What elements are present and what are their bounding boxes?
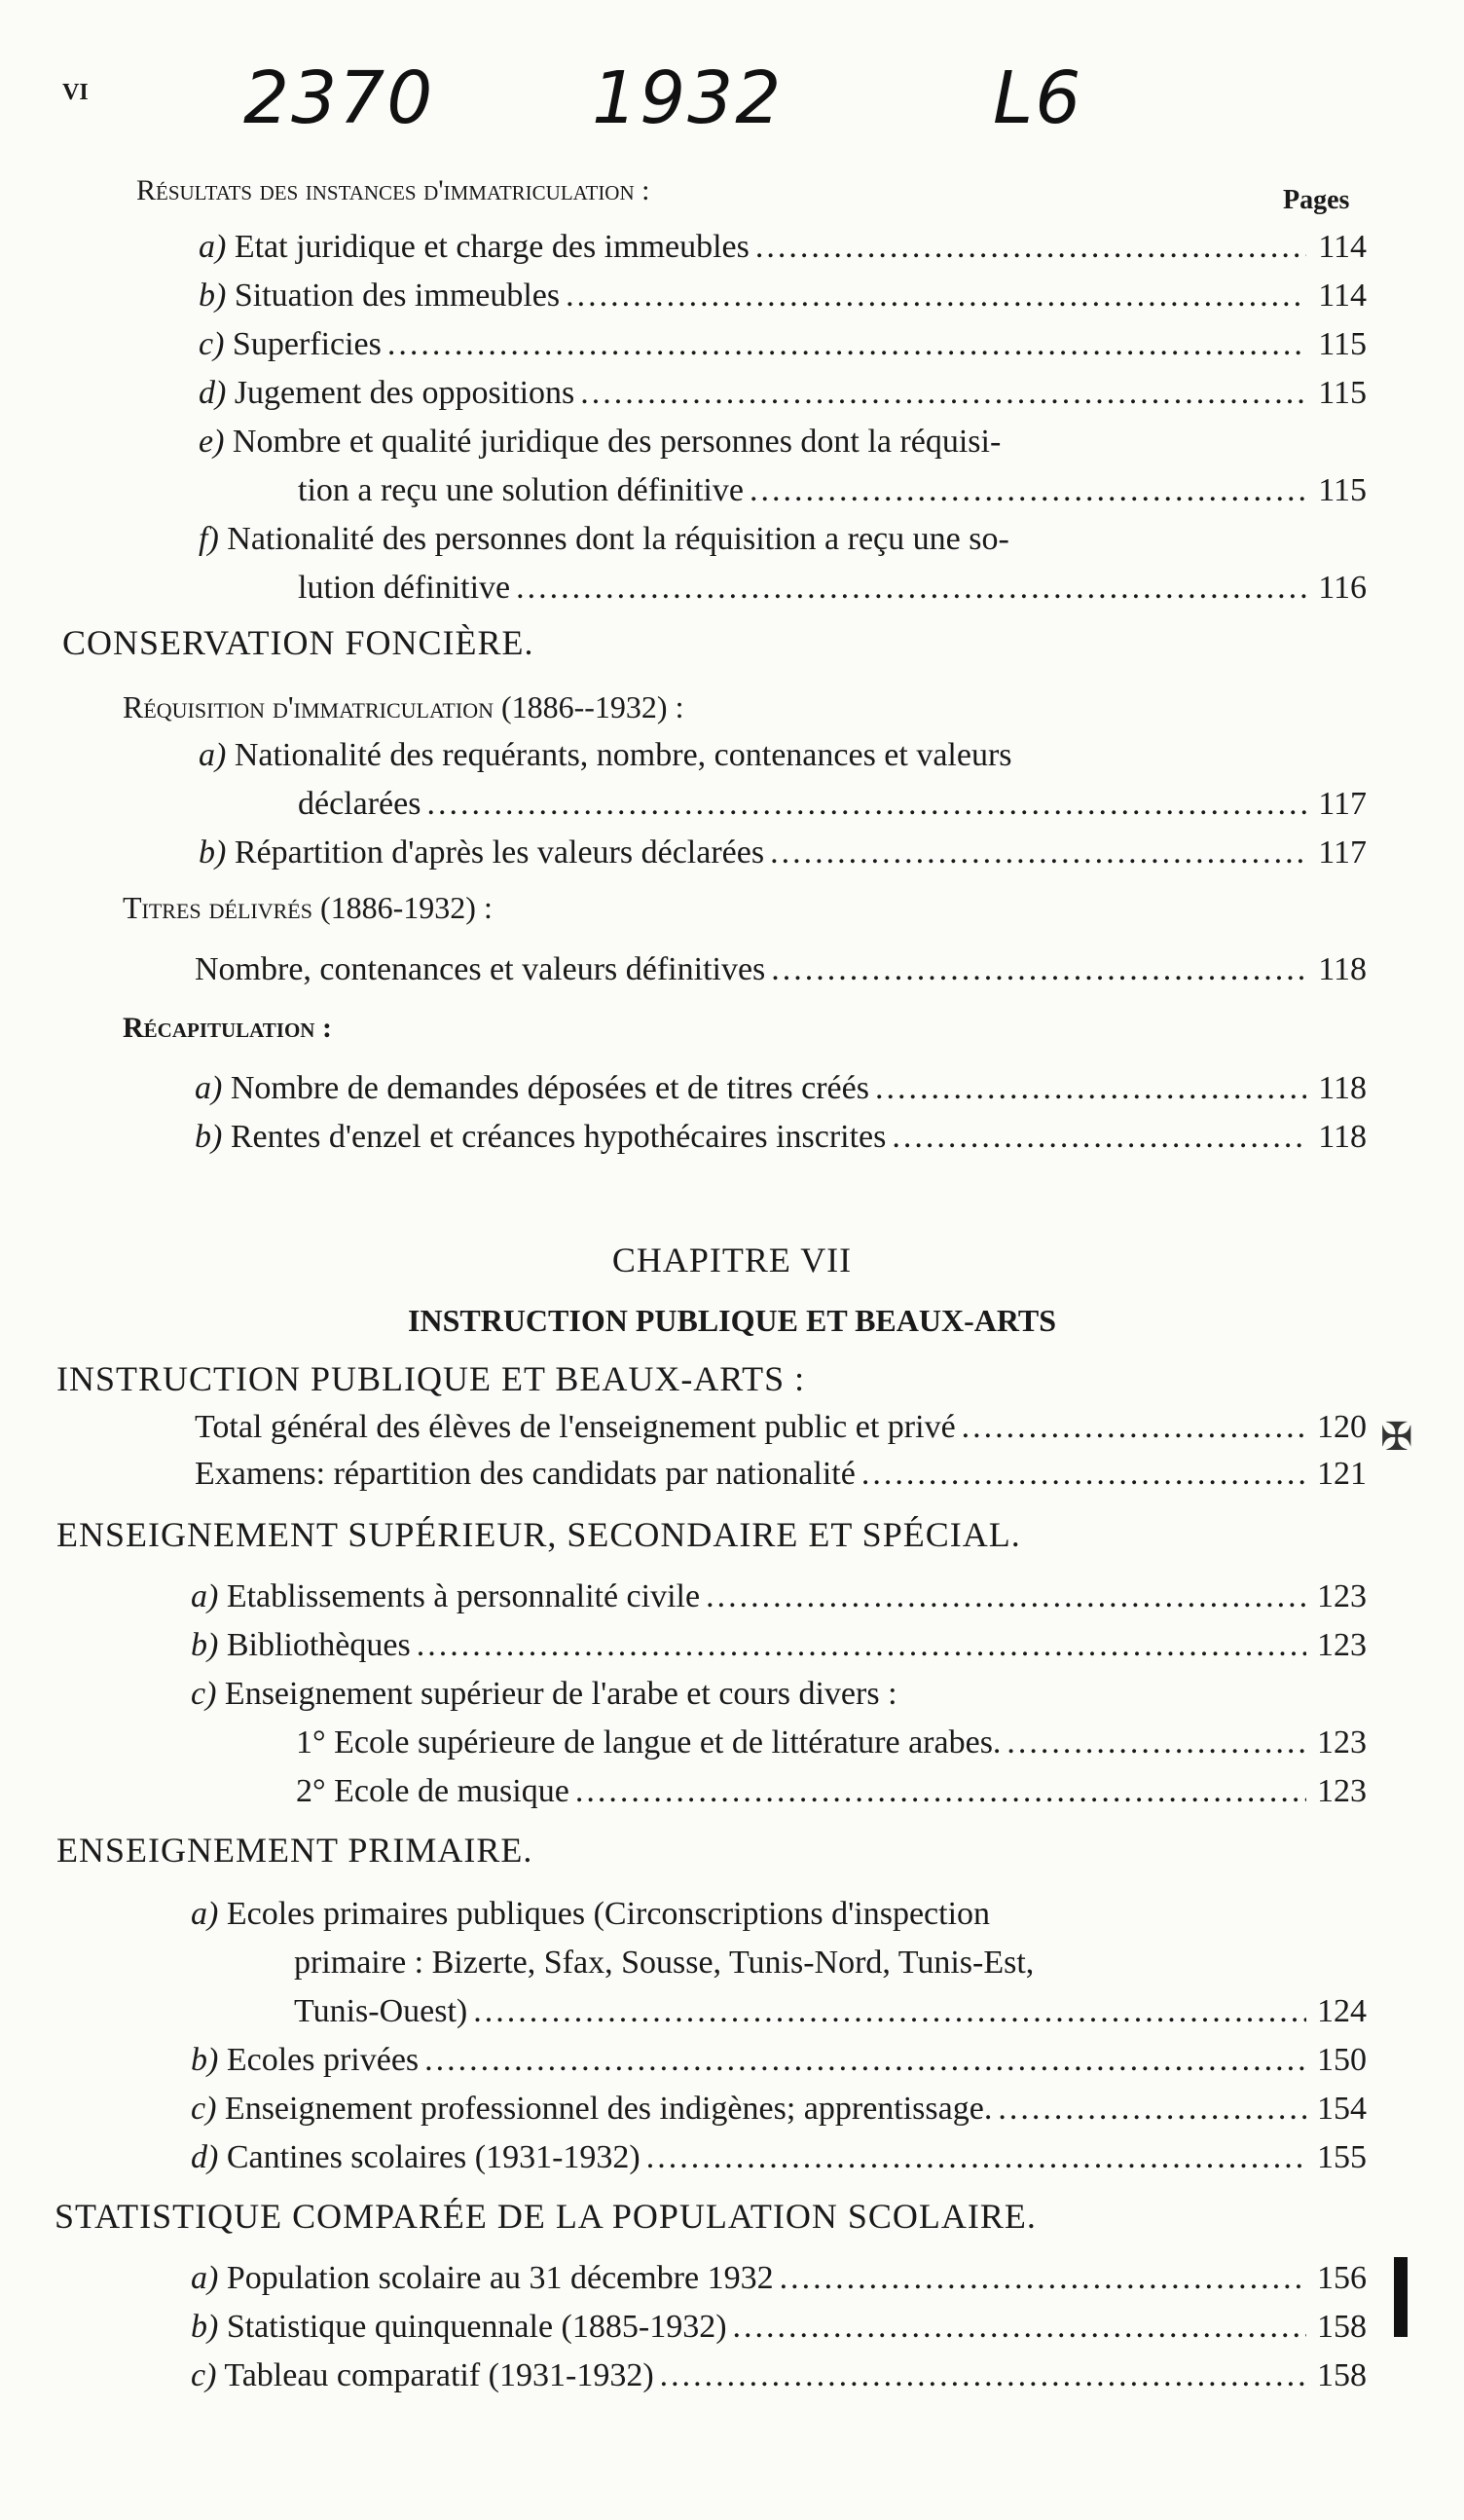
toc-entry bbox=[199, 277, 1367, 315]
entry-label: 1° bbox=[296, 1724, 326, 1760]
toc-entry bbox=[191, 2356, 1367, 2395]
entry-text-cont: déclarées bbox=[298, 786, 421, 822]
toc-entry-line bbox=[191, 1675, 897, 1714]
entry-label: d) bbox=[199, 375, 227, 411]
entry-text-cont: Tunis-Ouest) bbox=[294, 1993, 468, 2029]
entry-text: Nombre, contenances et valeurs définitives bbox=[195, 951, 766, 987]
page-number: VI bbox=[62, 80, 89, 105]
entry-page: 117 bbox=[1318, 834, 1367, 871]
annotation-stamp-icon: ✠ bbox=[1380, 1415, 1413, 1459]
margin-ink-mark-icon bbox=[1394, 2257, 1408, 2337]
entry-label: a) bbox=[191, 1578, 219, 1614]
entry-text: Ecole de musique bbox=[334, 1773, 569, 1809]
entry-label: c) bbox=[191, 2091, 217, 2127]
toc-entry bbox=[191, 2138, 1367, 2177]
toc-entry bbox=[199, 325, 1367, 364]
toc-entry-line bbox=[199, 423, 1001, 462]
toc-entry-line bbox=[199, 736, 1012, 775]
entry-text: Examens: répartition des candidats par nationalité bbox=[195, 1456, 856, 1492]
toc-entry bbox=[191, 2090, 1367, 2129]
entry-label: d) bbox=[191, 2139, 219, 2175]
entry-label: b) bbox=[191, 1627, 219, 1663]
entry-label: e) bbox=[199, 424, 225, 460]
entry-label: a) bbox=[199, 737, 227, 773]
handwritten-number: 2370 bbox=[243, 56, 435, 140]
entry-label: a) bbox=[195, 1070, 223, 1106]
section-heading-statistique: STATISTIQUE COMPARÉE DE LA POPULATION SCOLAIRE. bbox=[55, 2197, 1037, 2236]
entry-label: a) bbox=[199, 229, 227, 265]
entry-text: Nombre de demandes déposées et de titres créés bbox=[230, 1070, 869, 1106]
section-heading-superieur: ENSEIGNEMENT SUPÉRIEUR, SECONDAIRE ET SPÉCIAL. bbox=[56, 1515, 1021, 1554]
pages-header: Pages bbox=[1283, 185, 1350, 215]
toc-entry bbox=[199, 228, 1367, 267]
toc-entry bbox=[195, 1069, 1367, 1108]
entry-text-cont: tion a reçu une solution définitive bbox=[298, 472, 744, 508]
entry-page: 117 bbox=[1318, 786, 1367, 822]
subsection-heading-requisition: Réquisition d'immatriculation (1886--1932) : bbox=[123, 689, 684, 724]
entry-text: Ecole supérieure de langue et de littérature arabes. bbox=[334, 1724, 1002, 1760]
toc-entry bbox=[191, 2259, 1367, 2298]
entry-page: 114 bbox=[1318, 229, 1367, 265]
entry-page: 154 bbox=[1317, 2091, 1367, 2127]
toc-entry bbox=[296, 1723, 1367, 1762]
entry-page: 114 bbox=[1318, 278, 1367, 314]
toc-entry bbox=[195, 1118, 1367, 1157]
entry-label: b) bbox=[199, 834, 227, 871]
entry-page: 150 bbox=[1317, 2042, 1367, 2078]
entry-page: 115 bbox=[1318, 375, 1367, 411]
entry-text: Nombre et qualité juridique des personnes dont la réquisi- bbox=[232, 424, 1002, 460]
handwritten-code: L6 bbox=[993, 56, 1083, 140]
entry-text: Nationalité des requérants, nombre, contenances et valeurs bbox=[234, 737, 1012, 773]
handwritten-year: 1932 bbox=[592, 56, 784, 140]
toc-entry-line bbox=[294, 1944, 1034, 1983]
entry-text: Répartition d'après les valeurs déclarées bbox=[234, 834, 765, 871]
entry-page: 123 bbox=[1317, 1724, 1367, 1760]
entry-text: Nationalité des personnes dont la réquisition a reçu une so- bbox=[227, 521, 1009, 557]
toc-entry bbox=[191, 1626, 1367, 1665]
entry-text: Statistique quinquennale (1885-1932) bbox=[226, 2309, 727, 2345]
entry-page: 123 bbox=[1317, 1627, 1367, 1663]
entry-text: Ecoles privées bbox=[226, 2042, 420, 2078]
entry-page: 118 bbox=[1318, 1119, 1367, 1155]
entry-page: 118 bbox=[1318, 1070, 1367, 1106]
toc-entry bbox=[298, 471, 1367, 510]
entry-label: c) bbox=[191, 1676, 217, 1712]
entry-text-cont: lution définitive bbox=[298, 570, 511, 606]
entry-page: 121 bbox=[1317, 1456, 1367, 1492]
entry-text: Enseignement professionnel des indigènes; apprentissage. bbox=[224, 2091, 993, 2127]
toc-entry-line bbox=[199, 520, 1009, 559]
entry-text: Etablissements à personnalité civile bbox=[226, 1578, 701, 1614]
entry-label: b) bbox=[195, 1119, 223, 1155]
entry-text: Situation des immeubles bbox=[234, 278, 561, 314]
entry-label: b) bbox=[191, 2309, 219, 2345]
entry-page: 116 bbox=[1318, 570, 1367, 606]
entry-page: 124 bbox=[1317, 1993, 1367, 2029]
entry-text: Superficies bbox=[232, 326, 382, 362]
entry-page: 120 bbox=[1317, 1409, 1367, 1445]
entry-label: b) bbox=[199, 278, 227, 314]
entry-page: 118 bbox=[1318, 951, 1367, 987]
section-heading-primaire: ENSEIGNEMENT PRIMAIRE. bbox=[56, 1831, 533, 1870]
entry-text: Enseignement supérieur de l'arabe et cours divers : bbox=[224, 1676, 897, 1712]
entry-label: a) bbox=[191, 2260, 219, 2296]
entry-label: f) bbox=[199, 521, 219, 557]
entry-page: 115 bbox=[1318, 472, 1367, 508]
entry-page: 123 bbox=[1317, 1773, 1367, 1809]
entry-label: 2° bbox=[296, 1773, 326, 1809]
toc-entry bbox=[195, 1408, 1367, 1447]
toc-entry bbox=[191, 2041, 1367, 2080]
entry-label: b) bbox=[191, 2042, 219, 2078]
entry-label: c) bbox=[199, 326, 225, 362]
toc-entry bbox=[191, 2308, 1367, 2347]
toc-entry bbox=[294, 1992, 1367, 2031]
entry-text-cont: primaire : Bizerte, Sfax, Sousse, Tunis-Nord, Tunis-Est, bbox=[294, 1945, 1035, 1981]
entry-text: Total général des élèves de l'enseignement public et privé bbox=[195, 1409, 956, 1445]
entry-text: Bibliothèques bbox=[226, 1627, 411, 1663]
chapter-title: CHAPITRE VII bbox=[611, 1241, 853, 1279]
toc-entry bbox=[195, 1455, 1367, 1494]
toc-entry bbox=[199, 834, 1367, 872]
entry-page: 155 bbox=[1317, 2139, 1367, 2175]
toc-entry bbox=[199, 374, 1367, 413]
entry-page: 156 bbox=[1317, 2260, 1367, 2296]
toc-entry bbox=[191, 1577, 1367, 1616]
section-heading-resultats: Résultats des instances d'immatriculation : bbox=[136, 174, 650, 206]
entry-text: Rentes d'enzel et créances hypothécaires inscrites bbox=[230, 1119, 887, 1155]
toc-entry bbox=[195, 950, 1367, 989]
entry-text: Ecoles primaires publiques (Circonscriptions d'inspection bbox=[226, 1896, 991, 1932]
entry-text: Jugement des oppositions bbox=[234, 375, 575, 411]
subsection-heading-recap: Récapitulation : bbox=[123, 1012, 332, 1044]
toc-entry-line bbox=[191, 1895, 990, 1934]
entry-page: 158 bbox=[1317, 2309, 1367, 2345]
entry-text: Cantines scolaires (1931-1932) bbox=[226, 2139, 640, 2175]
entry-label: c) bbox=[191, 2357, 217, 2393]
subsection-heading-titres: Titres délivrés (1886-1932) : bbox=[123, 890, 493, 925]
entry-text: Population scolaire au 31 décembre 1932 bbox=[226, 2260, 774, 2296]
entry-page: 123 bbox=[1317, 1578, 1367, 1614]
chapter-subtitle: INSTRUCTION PUBLIQUE ET BEAUX-ARTS bbox=[408, 1303, 1056, 1338]
entry-page: 115 bbox=[1318, 326, 1367, 362]
toc-entry bbox=[296, 1772, 1367, 1811]
entry-label: a) bbox=[191, 1896, 219, 1932]
section-heading-conservation: CONSERVATION FONCIÈRE. bbox=[62, 623, 534, 662]
section-heading-instruction: INSTRUCTION PUBLIQUE ET BEAUX-ARTS : bbox=[56, 1359, 806, 1398]
toc-entry bbox=[298, 785, 1367, 824]
entry-text: Etat juridique et charge des immeubles bbox=[234, 229, 750, 265]
toc-entry bbox=[298, 569, 1367, 608]
entry-page: 158 bbox=[1317, 2357, 1367, 2393]
entry-text: Tableau comparatif (1931-1932) bbox=[224, 2357, 654, 2393]
